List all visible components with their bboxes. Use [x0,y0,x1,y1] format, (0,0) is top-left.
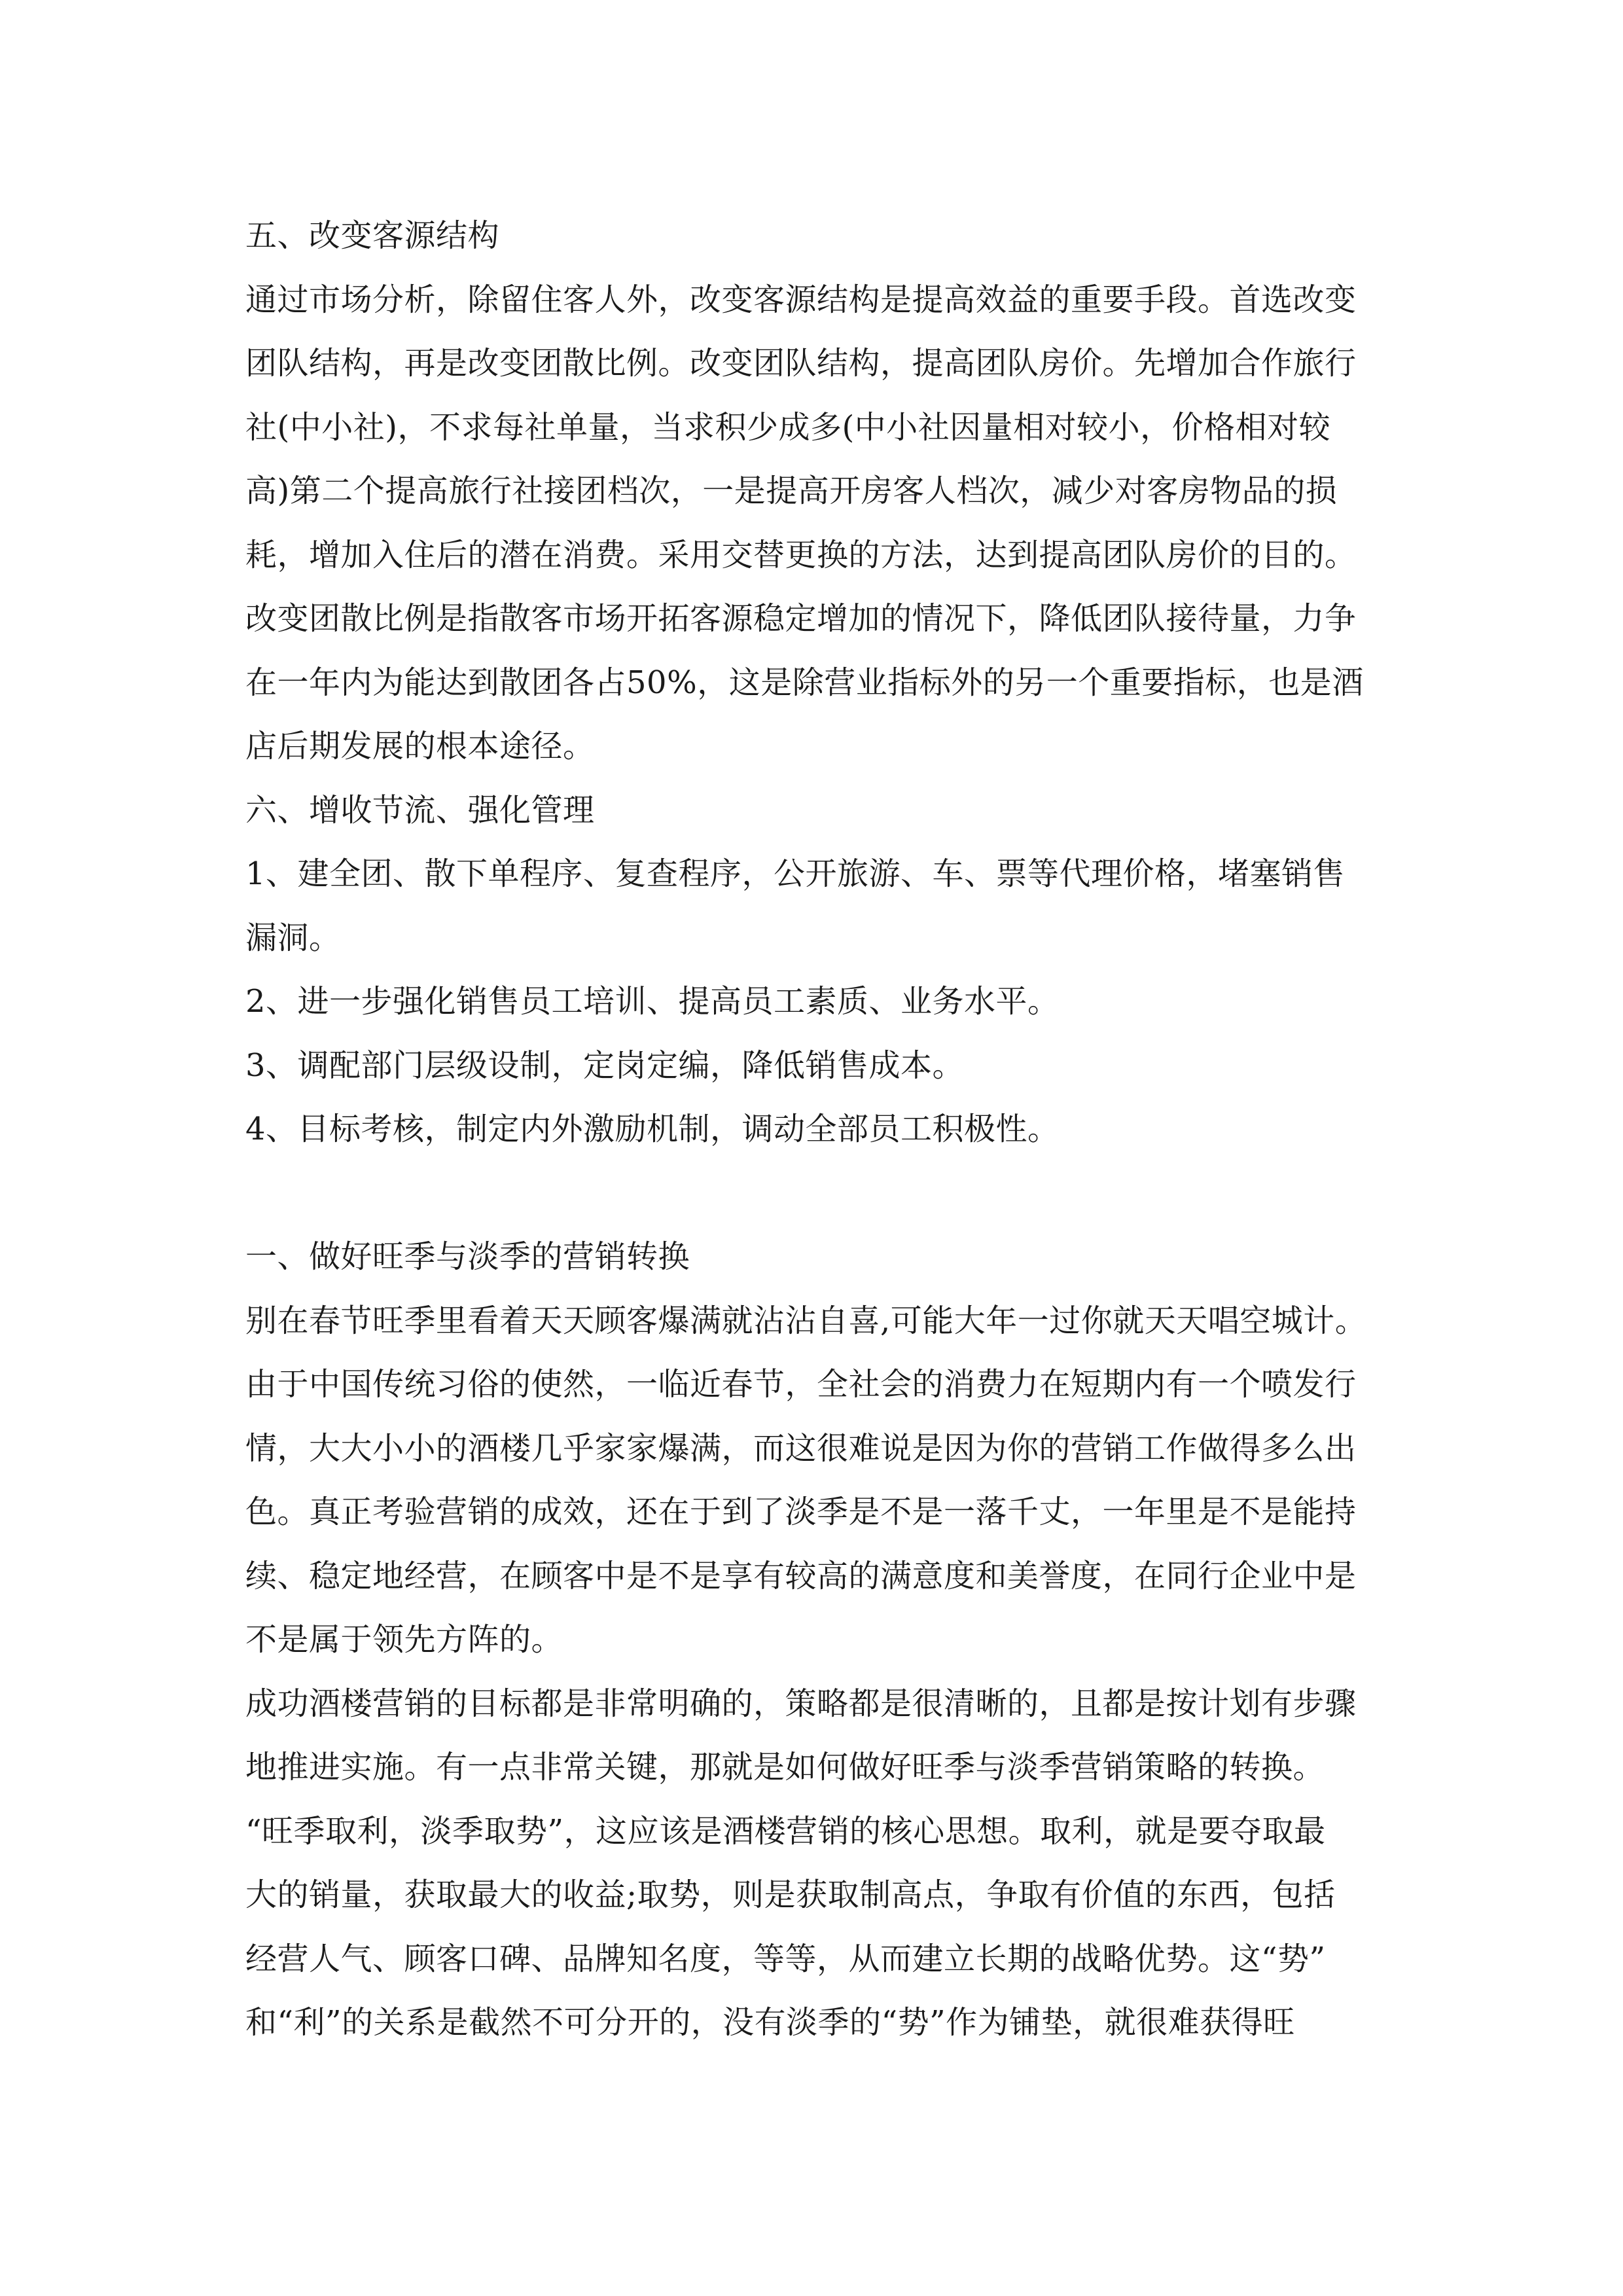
section-heading: 六、增收节流、强化管理 [245,791,595,829]
paragraph-line: 别在春节旺季里看着天天顾客爆满就沾沾自喜,可能大年一过你就天天唱空城计。 [245,1302,1367,1339]
section-heading: 一、做好旺季与淡季的营销转换 [245,1238,690,1275]
paragraph-line: 团队结构，再是改变团散比例。改变团队结构，提高团队房价。先增加合作旅行 [245,345,1357,382]
paragraph-line: 改变团散比例是指散客市场开拓客源稳定增加的情况下，降低团队接待量，力争 [245,600,1357,637]
paragraph-line: 由于中国传统习俗的使然，一临近春节，全社会的消费力在短期内有一个喷发行 [245,1366,1357,1403]
section-heading: 五、改变客源结构 [245,217,500,254]
list-item: 3、调配部门层级设制，定岗定编，降低销售成本。 [245,1047,965,1084]
paragraph-line: 社(中小社)，不求每社单量，当求积少成多(中小社因量相对较小，价格相对较 [245,408,1331,446]
list-item: 漏洞。 [245,919,341,956]
document-body [245,204,1397,2055]
paragraph-line: 耗，增加入住后的潜在消费。采用交替更换的方法，达到提高团队房价的目的。 [245,536,1357,573]
paragraph-line: 通过市场分析，除留住客人外，改变客源结构是提高效益的重要手段。首选改变 [245,281,1357,318]
paragraph-line: 不是属于领先方阵的。 [245,1621,563,1658]
paragraph-line: 地推进实施。有一点非常关键，那就是如何做好旺季与淡季营销策略的转换。 [245,1749,1325,1785]
paragraph-line: 在一年内为能达到散团各占50%，这是除营业指标外的另一个重要指标，也是酒 [245,664,1364,701]
paragraph-line: “旺季取利，淡季取势”，这应该是酒楼营销的核心思想。取利，就是要夺取最 [245,1812,1326,1850]
list-item: 1、建全团、散下单程序、复查程序，公开旅游、车、票等代理价格，堵塞销售 [245,855,1346,892]
list-item: 4、目标考核，制定内外激励机制，调动全部员工积极性。 [245,1111,1060,1147]
paragraph-line: 和“利”的关系是截然不可分开的，没有淡季的“势”作为铺垫，就很难获得旺 [245,2004,1295,2041]
paragraph-line: 经营人气、顾客口碑、品牌知名度，等等，从而建立长期的战略优势。这“势” [245,1940,1326,1977]
paragraph-line: 高)第二个提高旅行社接团档次，一是提高开房客人档次，减少对客房物品的损 [245,473,1338,509]
paragraph-line: 情，大大小小的酒楼几乎家家爆满，而这很难说是因为你的营销工作做得多么出 [245,1429,1357,1467]
paragraph-line: 店后期发展的根本途径。 [245,728,595,764]
paragraph-line: 成功酒楼营销的目标都是非常明确的，策略都是很清晰的，且都是按计划有步骤 [245,1685,1357,1722]
paragraph-line: 续、稳定地经营，在顾客中是不是享有较高的满意度和美誉度，在同行企业中是 [245,1557,1357,1594]
paragraph-line: 色。真正考验营销的成效，还在于到了淡季是不是一落千丈，一年里是不是能持 [245,1494,1357,1530]
list-item: 2、进一步强化销售员工培训、提高员工素质、业务水平。 [245,983,1060,1020]
blank-line [245,1162,1397,1226]
paragraph-line: 大的销量，获取最大的收益;取势，则是获取制高点，争取有价值的东西，包括 [245,1876,1336,1913]
